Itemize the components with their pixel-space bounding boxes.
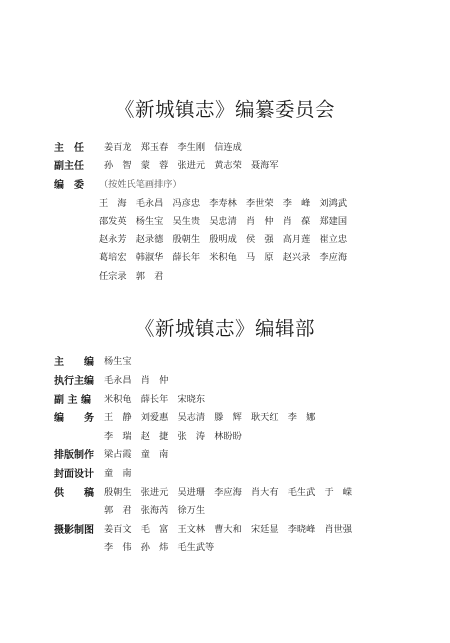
- member-names: 米积龟 薛长年 宋晓东: [104, 394, 206, 405]
- editorial-row: [0, 465, 450, 485]
- role-label: 排版制作: [54, 450, 94, 461]
- member-names: 姜百龙 郑玉春 李生刚 信连成: [104, 142, 242, 153]
- member-names: 杨生宝: [104, 356, 132, 367]
- member-names: 毛永昌 肖 仲: [104, 375, 169, 386]
- role-label: 副 主 编: [54, 395, 91, 406]
- editorial-row: [0, 391, 450, 411]
- editorial-row: [0, 428, 450, 448]
- editorial-row: [0, 539, 450, 559]
- member-names: 孙 智 蒙 蓉 张进元 黄志荣 聂海军: [104, 160, 279, 171]
- sort-note: （按姓氏笔画排序）: [99, 179, 182, 190]
- committee-row: [0, 213, 450, 233]
- member-names: 殷朝生 张进元 吴进珊 李应海 肖大有 毛生武 于 嵘: [104, 487, 353, 498]
- member-names: 梁占霞 童 南: [104, 449, 169, 460]
- editorial-row: [0, 353, 450, 373]
- editorial-row: [0, 446, 450, 466]
- role-label: 编 委: [54, 180, 84, 191]
- member-names: 王 海 毛永昌 冯彦忠 李寿林 李世荣 李 峰 刘鸿武: [99, 198, 348, 209]
- member-names: 李 瑞 赵 捷 张 涛 林盼盼: [104, 431, 242, 442]
- committee-row: [0, 195, 450, 215]
- editorial-row: [0, 521, 450, 541]
- role-label: 主 编: [54, 357, 94, 368]
- editorial-title: 《新城镇志》编辑部: [134, 317, 315, 340]
- member-names: 任宗录 郭 君: [99, 271, 164, 282]
- member-names: 童 南: [104, 468, 132, 479]
- member-names: 姜百文 毛 富 王文林 曹大和 宋廷显 李晓峰 肖世强: [104, 524, 353, 535]
- member-names: 李 伟 孙 炜 毛生武等: [104, 542, 215, 553]
- member-names: 葛培宏 韩淑华 薛长年 米积龟 马 原 赵兴录 李应海: [99, 252, 348, 263]
- member-names: 邵发英 杨生宝 吴生贵 吴忠清 肖 仲 肖 葆 郑建国: [99, 216, 348, 227]
- member-names: 赵永芳 赵录德 殷朝生 殷明成 侯 强 高月莲 崔立忠: [99, 234, 348, 245]
- member-names: 王 静 刘爱惠 吴志清 滕 辉 耿天红 李 娜: [104, 412, 316, 423]
- role-label: 摄影制图: [54, 525, 94, 536]
- committee-row: [0, 268, 450, 288]
- role-label: 编 务: [54, 413, 94, 424]
- committee-row: [0, 249, 450, 269]
- role-label: 主 任: [54, 143, 84, 154]
- committee-row: [0, 157, 450, 177]
- editorial-row: [0, 502, 450, 522]
- committee-row: [0, 176, 450, 196]
- committee-title: 《新城镇志》编纂委员会: [114, 98, 335, 121]
- editorial-row: [0, 372, 450, 392]
- member-names: 郭 君 张海芮 徐万生: [104, 505, 206, 516]
- role-label: 副主任: [54, 161, 84, 172]
- role-label: 供 稿: [54, 488, 94, 499]
- role-label: 封面设计: [54, 469, 94, 480]
- committee-row: [0, 231, 450, 251]
- editorial-row: [0, 409, 450, 429]
- editorial-row: [0, 484, 450, 504]
- role-label: 执行主编: [54, 376, 94, 387]
- committee-row: [0, 139, 450, 159]
